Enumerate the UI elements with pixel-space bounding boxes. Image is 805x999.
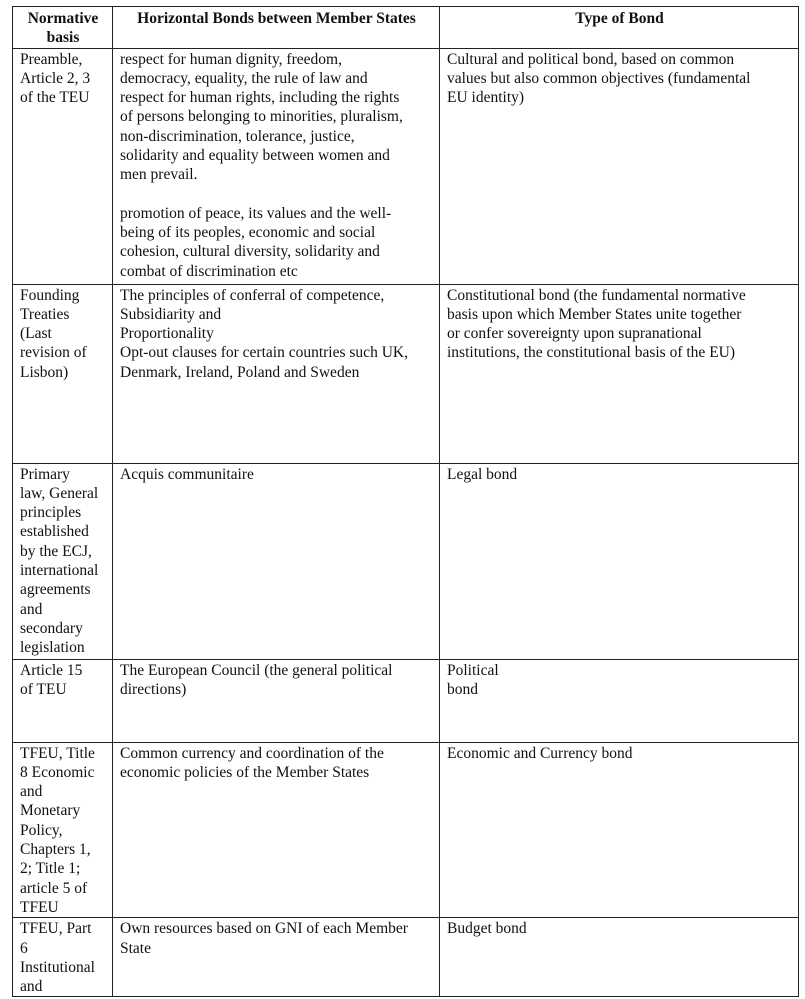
bonds-paragraph: [120, 50, 433, 185]
cell-basis: [13, 48, 113, 284]
cell-text-line: combat of discrimination etc: [120, 262, 298, 280]
cell-type: [440, 742, 799, 918]
cell-bonds: [113, 742, 440, 918]
cell-text-line: non-discrimination, tolerance, justice,: [120, 127, 355, 145]
cell-type: [440, 659, 799, 742]
cell-text-line: Proportionality: [120, 325, 214, 343]
cell-basis: [13, 742, 113, 918]
cell-text-line: and: [20, 978, 43, 996]
cell-text-line: Founding: [20, 286, 80, 304]
cell-basis: [13, 659, 113, 742]
cell-text-line: promotion of peace, its values and the well-: [120, 204, 392, 222]
cell-text-line: Constitutional bond (the fundamental normative: [447, 286, 746, 304]
cell-text-line: economic policies of the Member States: [120, 763, 370, 781]
cell-text-line: Own resources based on GNI of each Member: [120, 920, 408, 938]
cell-text-line: Chapters 1,: [20, 841, 91, 859]
bonds-table: [12, 6, 799, 997]
cell-text-line: basis upon which Member States unite together: [447, 305, 742, 323]
cell-text-line: cohesion, cultural diversity, solidarity and: [120, 243, 380, 261]
cell-bonds: [113, 48, 440, 284]
cell-text-line: Economic and Currency bond: [447, 744, 633, 762]
cell-text-line: Political: [447, 661, 499, 679]
cell-text-line: values but also common objectives (fundamental: [447, 69, 751, 87]
cell-text-line: law, General: [20, 484, 99, 502]
cell-text-line: revision of: [20, 344, 87, 362]
cell-text-line: Article 2, 3: [20, 69, 91, 87]
table-row: [13, 918, 799, 997]
cell-bonds: [113, 659, 440, 742]
header-horizontal-bonds: Horizontal Bonds between Member States: [113, 7, 440, 49]
cell-text-line: agreements: [20, 581, 91, 599]
bonds-paragraph: [120, 204, 433, 281]
cell-text-line: democracy, equality, the rule of law and: [120, 69, 368, 87]
cell-text-line: bond: [447, 680, 478, 698]
cell-text-line: of the TEU: [20, 89, 90, 107]
cell-text-line: 6: [20, 939, 28, 957]
cell-text-line: Cultural and political bond, based on common: [447, 50, 735, 68]
cell-bonds: [113, 918, 440, 997]
cell-text-line: 8 Economic: [20, 763, 95, 781]
cell-text-line: EU identity): [447, 89, 525, 107]
cell-type: [440, 463, 799, 659]
cell-text-line: 2; Title 1;: [20, 860, 81, 878]
cell-text-line: Lisbon): [20, 363, 69, 381]
cell-text-line: TFEU: [20, 898, 59, 916]
cell-text-line: Legal bond: [447, 465, 518, 483]
table-row: [13, 48, 799, 284]
cell-text-line: Institutional: [20, 958, 95, 976]
cell-text-line: of persons belonging to minorities, pluralism,: [120, 108, 403, 126]
cell-text-line: men prevail.: [120, 166, 198, 184]
cell-bonds: [113, 284, 440, 463]
cell-basis: [13, 918, 113, 997]
cell-text-line: directions): [120, 680, 187, 698]
cell-text-line: State: [120, 939, 151, 957]
cell-text-line: The principles of conferral of competence,: [120, 286, 385, 304]
cell-text-line: The European Council (the general political: [120, 661, 393, 679]
cell-text-line: by the ECJ,: [20, 542, 92, 560]
cell-text-line: principles: [20, 504, 82, 522]
table-row: [13, 463, 799, 659]
cell-text-line: solidarity and equality between women and: [120, 147, 390, 165]
cell-text-line: being of its peoples, economic and social: [120, 223, 376, 241]
cell-text-line: legislation: [20, 639, 85, 657]
cell-type: [440, 918, 799, 997]
table-row: [13, 742, 799, 918]
cell-text-line: Common currency and coordination of the: [120, 744, 384, 762]
cell-text-line: international: [20, 562, 99, 580]
cell-type: [440, 48, 799, 284]
cell-text-line: Budget bond: [447, 920, 527, 938]
cell-bonds: [113, 463, 440, 659]
cell-text-line: Denmark, Ireland, Poland and Sweden: [120, 363, 360, 381]
cell-text-line: secondary: [20, 619, 83, 637]
cell-text-line: Preamble,: [20, 50, 83, 68]
cell-type: [440, 284, 799, 463]
cell-text-line: and: [20, 600, 43, 618]
cell-text-line: Primary: [20, 465, 70, 483]
cell-text-line: (Last: [20, 325, 52, 343]
table-header-row: [13, 7, 799, 49]
cell-text-line: Treaties: [20, 305, 70, 323]
table-row: [13, 284, 799, 463]
cell-text-line: Monetary: [20, 802, 81, 820]
cell-text-line: Opt-out clauses for certain countries such UK,: [120, 344, 408, 362]
header-normative-basis: Normative basis: [13, 7, 113, 49]
cell-text-line: Subsidiarity and: [120, 305, 222, 323]
header-type-of-bond: Type of Bond: [440, 7, 799, 49]
cell-text-line: TFEU, Part: [20, 920, 92, 938]
cell-text-line: Policy,: [20, 821, 63, 839]
cell-text-line: and: [20, 783, 43, 801]
cell-text-line: respect for human rights, including the rights: [120, 89, 400, 107]
cell-text-line: Acquis communitaire: [120, 465, 254, 483]
cell-text-line: of TEU: [20, 680, 67, 698]
cell-text-line: article 5 of: [20, 879, 88, 897]
table-row: [13, 659, 799, 742]
cell-text-line: Article 15: [20, 661, 83, 679]
cell-text-line: institutions, the constitutional basis of the EU): [447, 344, 736, 362]
cell-basis: [13, 463, 113, 659]
cell-text-line: or confer sovereignty upon supranational: [447, 325, 702, 343]
cell-text-line: TFEU, Title: [20, 744, 95, 762]
cell-text-line: established: [20, 523, 89, 541]
cell-text-line: respect for human dignity, freedom,: [120, 50, 342, 68]
cell-basis: [13, 284, 113, 463]
